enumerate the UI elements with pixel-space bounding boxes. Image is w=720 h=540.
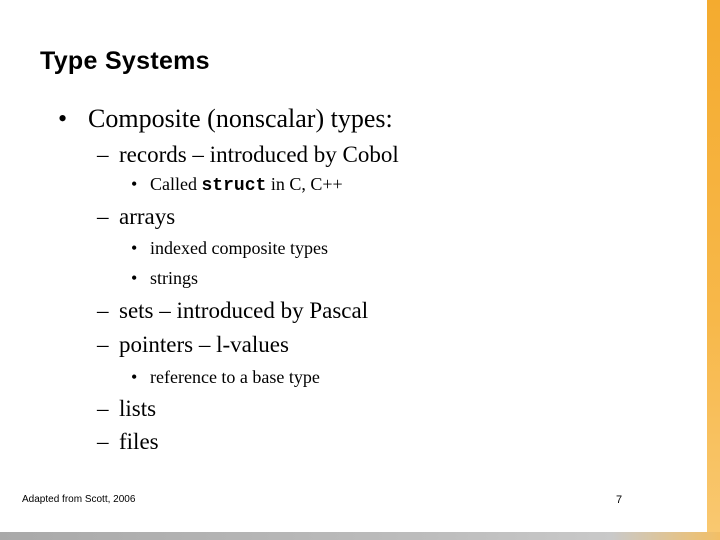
bullet-text: Composite (nonscalar) types: bbox=[88, 104, 393, 133]
detail-text-before: Called bbox=[150, 174, 202, 194]
detail-text: reference to a base type bbox=[150, 367, 320, 387]
detail-strings bbox=[131, 267, 198, 289]
subitem-text: lists bbox=[119, 396, 157, 421]
subitem-arrays bbox=[97, 203, 175, 231]
slide-title: Type Systems bbox=[40, 47, 210, 75]
detail-base-type bbox=[131, 366, 320, 388]
detail-text: strings bbox=[150, 268, 199, 288]
code-keyword-struct: struct bbox=[201, 176, 267, 196]
subitem-text: pointers – l-values bbox=[119, 332, 289, 357]
subitem-text: records – introduced by Cobol bbox=[119, 142, 399, 167]
dash-marker: – bbox=[97, 332, 109, 357]
subitem-lists bbox=[97, 395, 156, 423]
bullet-dot: • bbox=[131, 174, 138, 194]
bullet-dot: • bbox=[58, 104, 68, 133]
footer-credit: Adapted from Scott, 2006 bbox=[22, 494, 136, 505]
detail-text-after: in C, C++ bbox=[266, 174, 343, 194]
dash-marker: – bbox=[97, 298, 109, 323]
page-number: 7 bbox=[616, 494, 623, 506]
subitem-sets bbox=[97, 297, 368, 325]
subitem-text: files bbox=[119, 429, 159, 454]
subitem-text: arrays bbox=[119, 204, 176, 229]
dash-marker: – bbox=[97, 396, 109, 421]
bullet-item-composite-types bbox=[58, 104, 393, 134]
detail-text: indexed composite types bbox=[150, 238, 328, 258]
detail-struct bbox=[131, 173, 343, 197]
bullet-dot: • bbox=[131, 367, 138, 387]
dash-marker: – bbox=[97, 142, 109, 167]
bullet-dot: • bbox=[131, 238, 138, 258]
subitem-files bbox=[97, 428, 159, 456]
subitem-records bbox=[97, 141, 399, 169]
detail-indexed-composite bbox=[131, 237, 328, 259]
bullet-dot: • bbox=[131, 268, 138, 288]
dash-marker: – bbox=[97, 204, 109, 229]
right-accent-bar bbox=[707, 0, 720, 532]
dash-marker: – bbox=[97, 429, 109, 454]
bottom-accent-bar bbox=[0, 532, 720, 540]
subitem-pointers bbox=[97, 331, 289, 359]
subitem-text: sets – introduced by Pascal bbox=[119, 298, 369, 323]
